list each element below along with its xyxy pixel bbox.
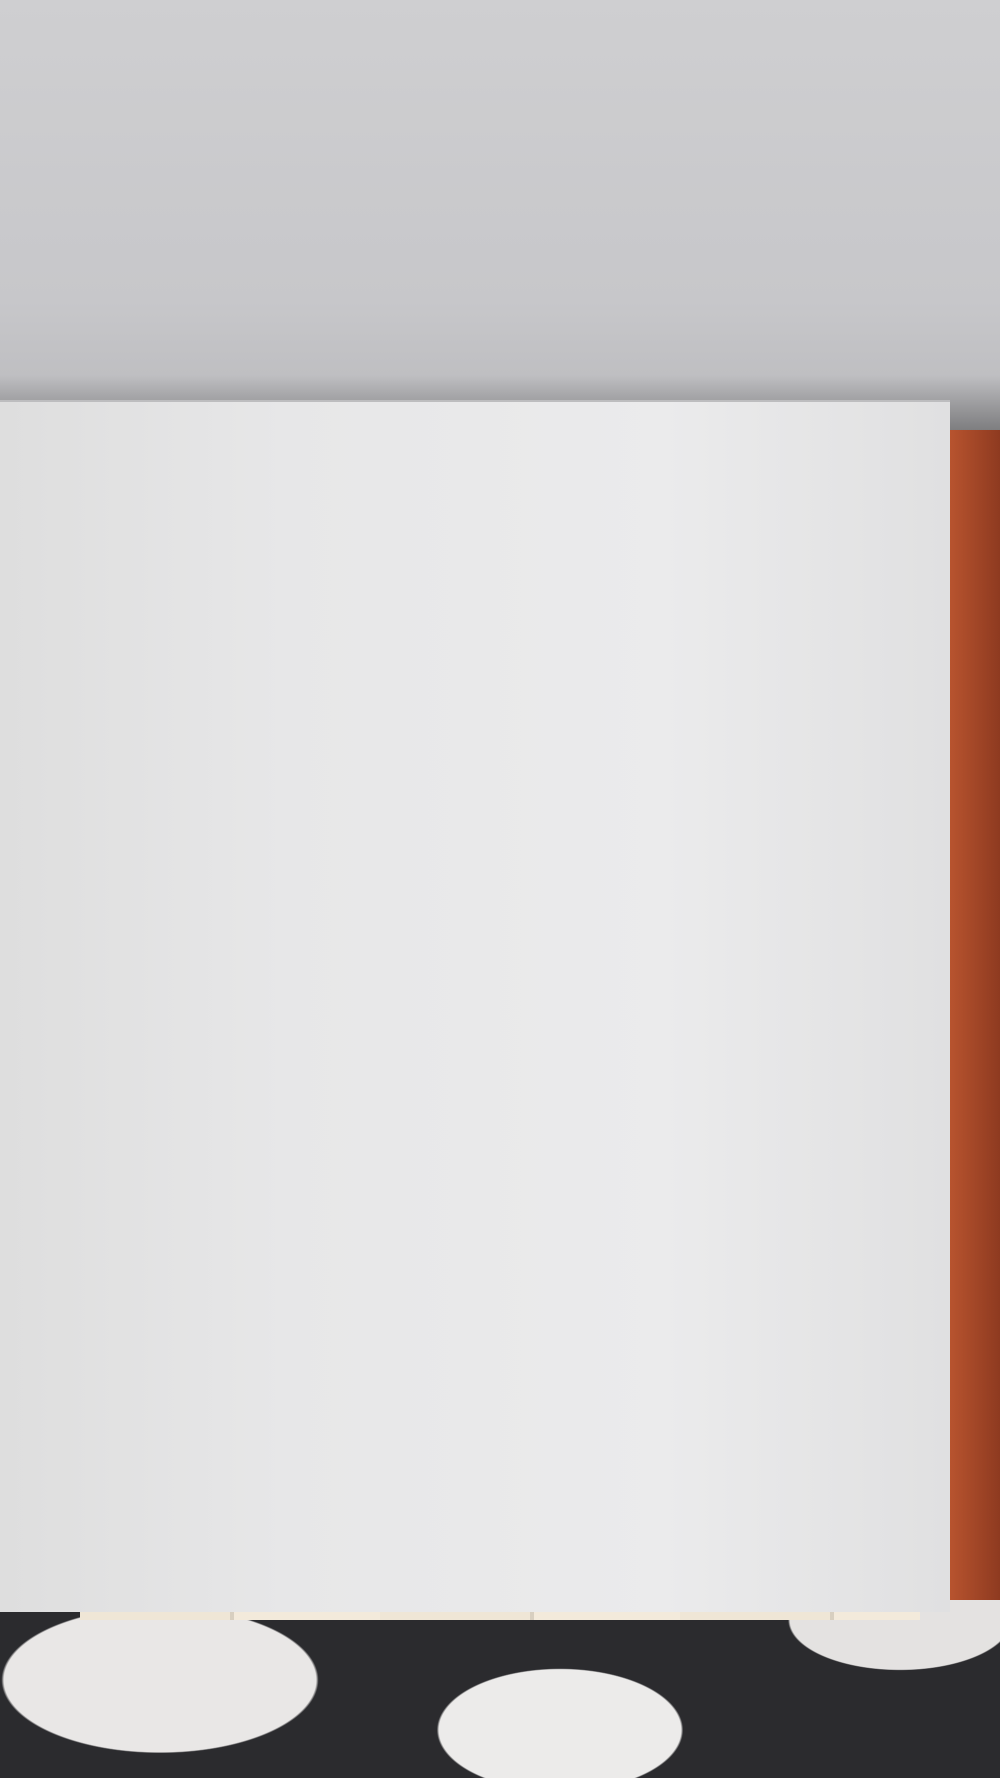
chapter-7	[830, 472, 862, 1582]
toc-entry	[571, 472, 603, 1582]
table-of-contents	[95, 472, 895, 1582]
contents-page	[0, 400, 950, 1612]
toc-entry	[798, 472, 830, 1582]
chapter-9	[765, 472, 797, 1582]
facing-page-text	[0, 0, 430, 410]
facing-page	[0, 0, 1000, 430]
toc-entry	[668, 472, 733, 1582]
toc-entry	[636, 472, 668, 1582]
chapter-10	[733, 472, 765, 1582]
toc-entry	[863, 472, 895, 1582]
toc-entry	[603, 472, 635, 1582]
